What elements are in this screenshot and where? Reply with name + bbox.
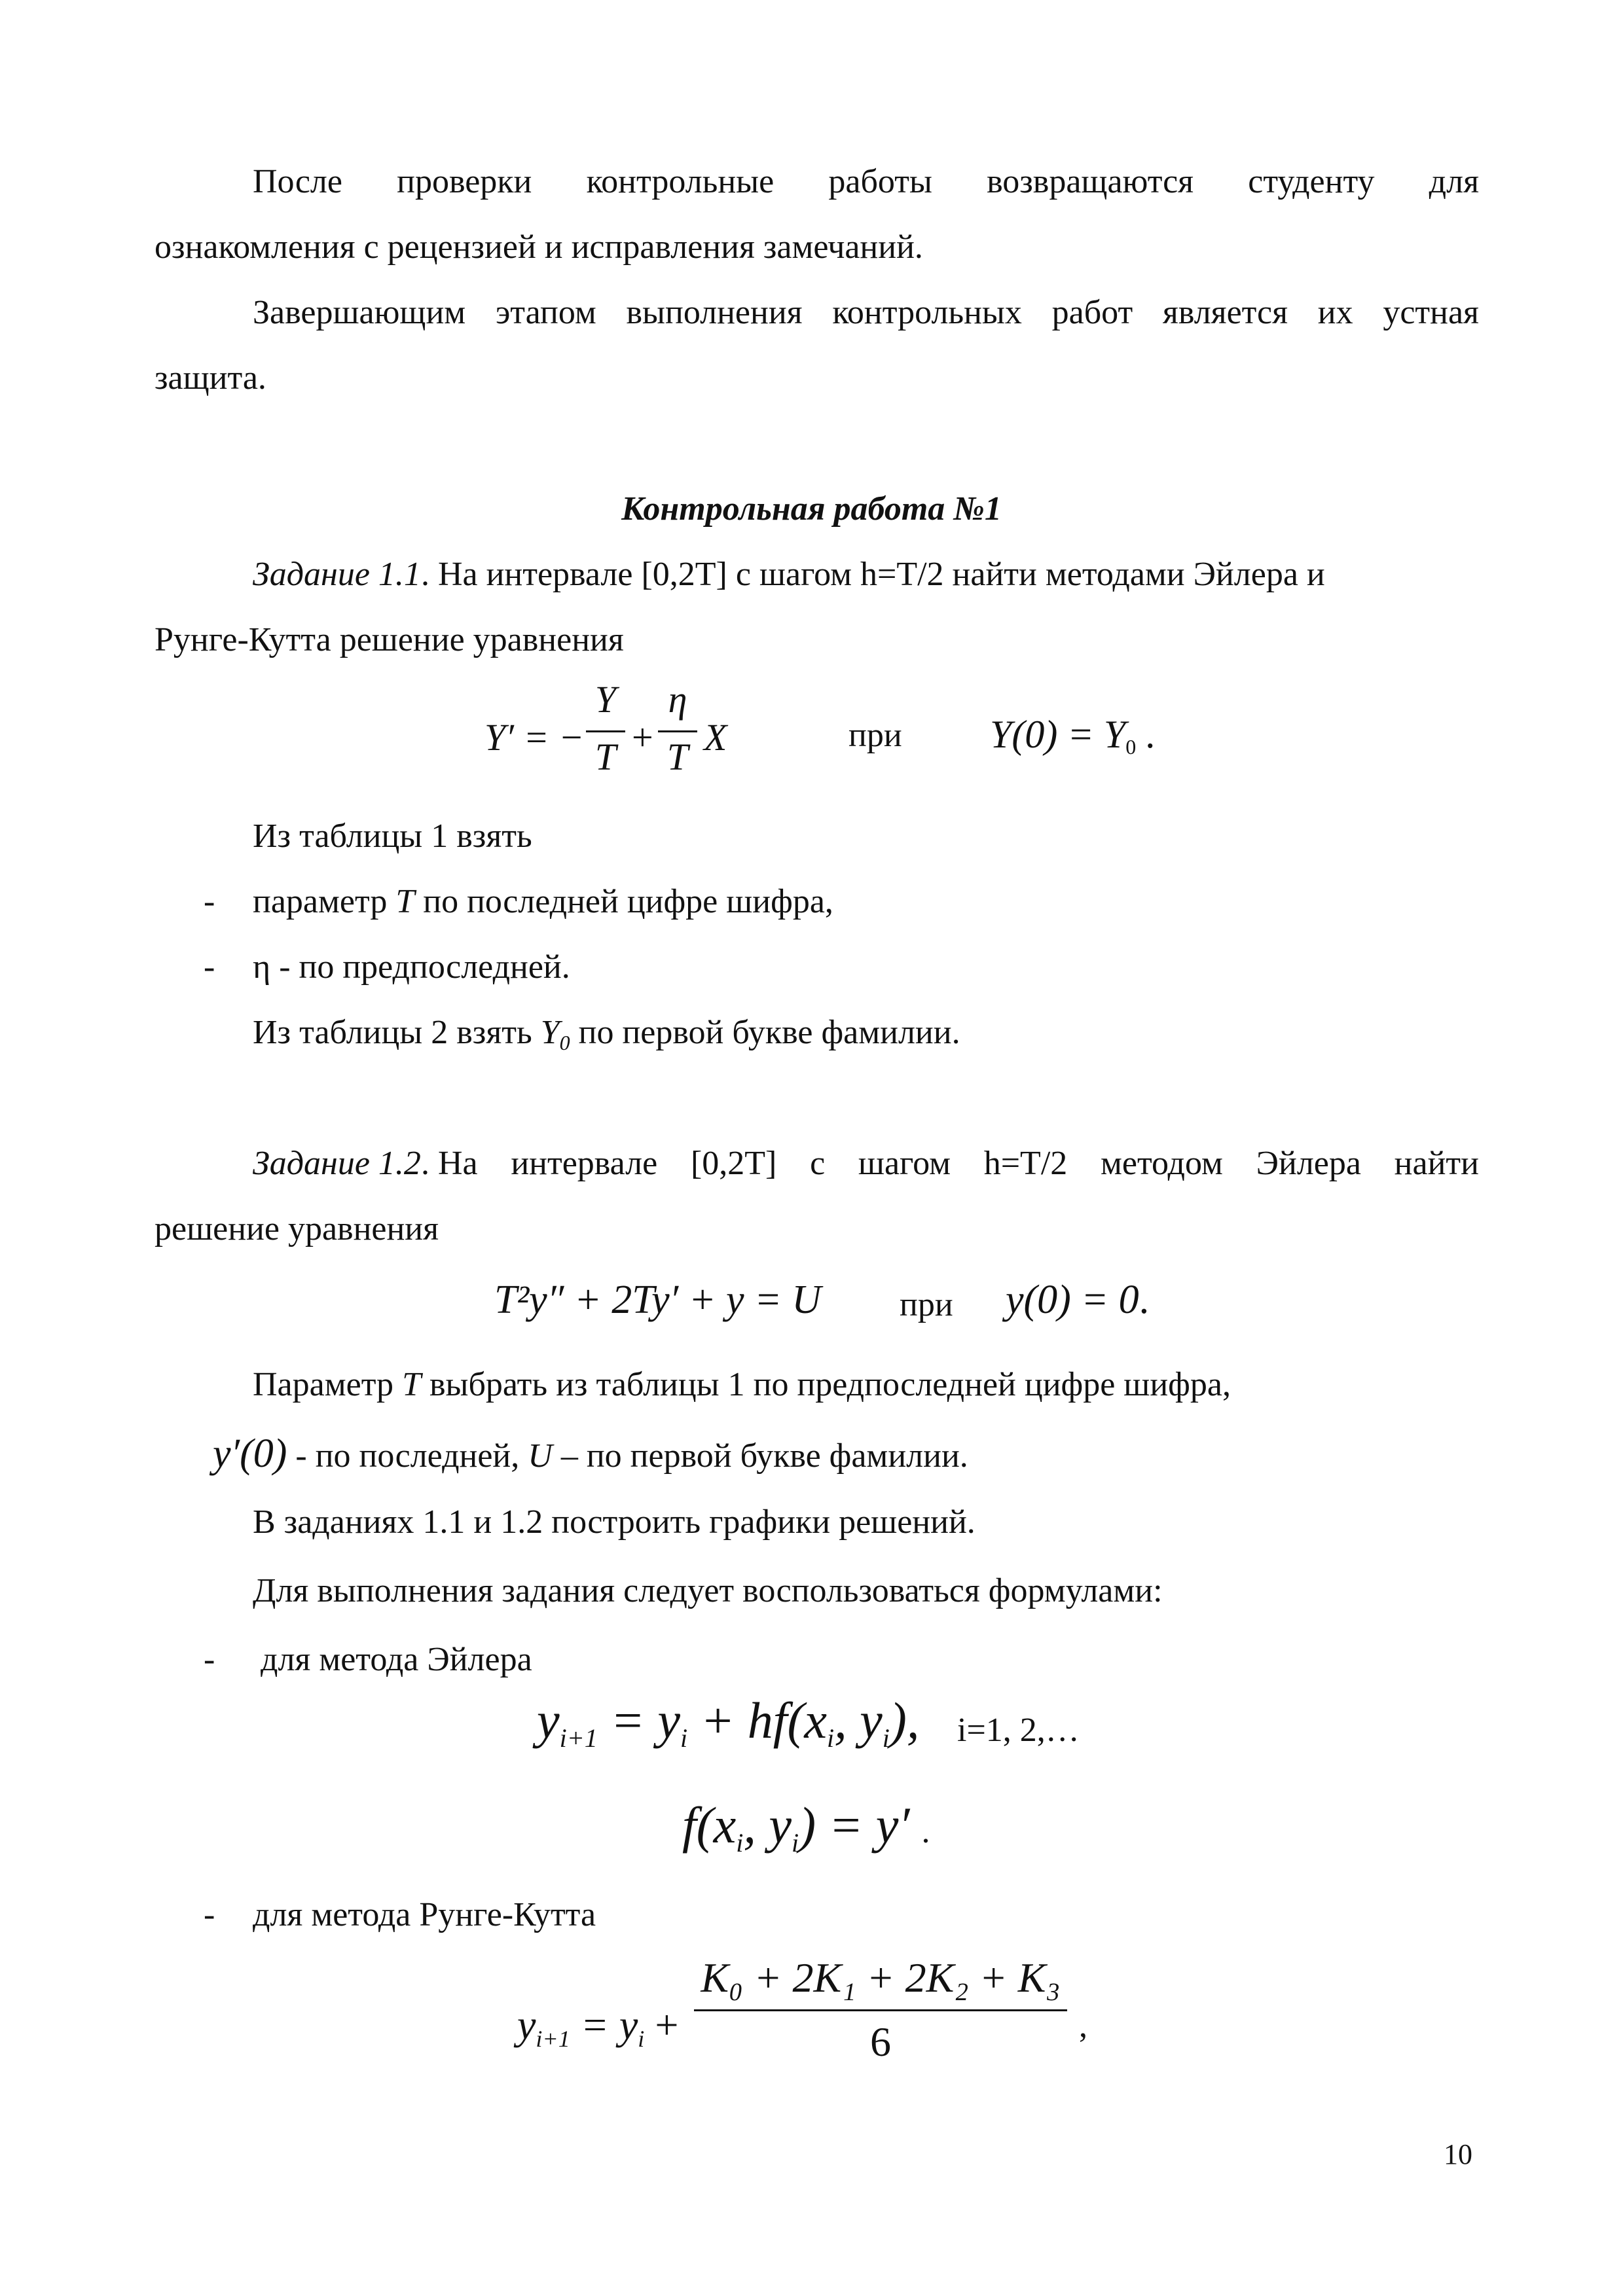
task-1-1-line-2: Рунге-Кутта решение уравнения (155, 621, 624, 658)
word: Эйлера (1256, 1145, 1361, 1182)
rk-lhs (517, 2001, 679, 2052)
eq-mid: = y (597, 1692, 680, 1749)
equation-1-2: T²y″ + 2Ty′ + y = U (494, 1278, 822, 1322)
eq-plus: + (644, 2001, 679, 2048)
rk-fraction-bar (694, 2009, 1067, 2011)
var-y: Y (540, 1014, 560, 1051)
word: . На (420, 1145, 478, 1182)
euler-dash: - (204, 1641, 215, 1678)
eq-sub: i (827, 1723, 835, 1753)
paragraph-1-line-2: ознакомления с рецензией и исправления замечаний. (155, 228, 923, 266)
rk-comma: , (1079, 2007, 1087, 2045)
word: студенту (1248, 163, 1375, 200)
rk-denominator: 6 (870, 2018, 891, 2065)
task-label: Задание 1.2 (253, 1145, 421, 1182)
eq-frac-1-num: Y (594, 678, 617, 721)
text: – по первой букве фамилии. (552, 1437, 968, 1475)
word: их (1317, 294, 1353, 331)
word: контрольные (586, 163, 775, 200)
eq-init (990, 715, 1155, 757)
paragraph-2-line-2: защита. (155, 359, 266, 397)
y0-expr: y′(0) (213, 1431, 287, 1476)
eq-args: (x (787, 1692, 828, 1749)
word: интервале (511, 1145, 658, 1182)
eq-frac-1-bar (586, 730, 625, 732)
word: После (253, 163, 342, 200)
eq-plus: + (632, 716, 653, 759)
eq-sub: i+1 (559, 1723, 598, 1753)
task-label: Задание 1.1 (253, 556, 421, 593)
paragraph-1-line-1 (253, 165, 1479, 199)
bullet-var: T (395, 883, 415, 920)
param-line (253, 1368, 1231, 1402)
paragraph-2-line-1 (253, 296, 1479, 330)
text: Параметр (253, 1366, 403, 1403)
equation-1-1 (0, 678, 1623, 798)
rk-dash: - (204, 1896, 215, 1933)
euler-label: для метода Эйлера (261, 1641, 532, 1678)
var-y-sub: 0 (559, 1031, 570, 1054)
eq-init-text: Y(0) = Y (990, 713, 1126, 756)
word: этапом (495, 294, 596, 331)
eq-args-end: ), (889, 1692, 920, 1749)
bullet-1 (253, 885, 833, 919)
word: работы (828, 163, 932, 200)
bullet-text: по последней цифре шифра, (414, 883, 833, 920)
eq-mid: = y (570, 2001, 638, 2048)
section-title: Контрольная работа №1 (621, 490, 1002, 528)
word: устная (1383, 294, 1479, 331)
graphs-line: В заданиях 1.1 и 1.2 построить графики решений. (253, 1503, 976, 1541)
formulas-line: Для выполнения задания следует воспользоваться формулами: (253, 1572, 1163, 1609)
y0-line (213, 1433, 968, 1474)
eq-rest: + hf (687, 1692, 788, 1749)
text: по первой букве фамилии. (570, 1014, 960, 1051)
word: контрольных (832, 294, 1022, 331)
task-1-1-line-1 (253, 558, 1479, 592)
text: выбрать из таблицы 1 по предпоследней цифре шифра, (420, 1366, 1231, 1403)
text: - по последней, (287, 1437, 528, 1475)
eq-lhs: Y′ = − (484, 716, 585, 759)
eq-args: , y (834, 1692, 883, 1749)
task-1-2-line-1 (253, 1147, 1479, 1181)
eq-sub: i (638, 2026, 645, 2052)
word: работ (1051, 294, 1133, 331)
text: Из таблицы 2 взять (253, 1014, 541, 1051)
bullet-2-dash: - (204, 948, 215, 986)
from-table-1: Из таблицы 1 взять (253, 817, 532, 855)
word: проверки (397, 163, 532, 200)
eq-end: ) = y′ (799, 1797, 910, 1854)
eq-f: f(x (682, 1797, 737, 1854)
eq-frac-2-den: T (666, 736, 689, 778)
word: методом (1101, 1145, 1223, 1182)
from-table-2 (253, 1016, 960, 1053)
eq-frac-2-bar (658, 730, 697, 732)
rk-label: для метода Рунге-Кутта (253, 1896, 596, 1933)
eq-pri: при (848, 717, 902, 754)
eq-sub: i+1 (536, 2026, 570, 2052)
word: возвращаются (987, 163, 1194, 200)
eq-init-sub: 0 (1125, 735, 1137, 759)
eq-frac-1-den: T (594, 736, 617, 778)
bullet-2: η - по предпоследней. (253, 948, 570, 986)
eq-dot: . (921, 1813, 930, 1850)
eq-sub: i (736, 1828, 744, 1857)
var-t: T (402, 1366, 421, 1403)
word: Завершающим (253, 294, 466, 331)
eq-frac-2-num: η (668, 678, 687, 721)
eq-b: , y (743, 1797, 792, 1854)
word: является (1162, 294, 1288, 331)
eq-y: y (537, 1692, 560, 1749)
eq-x: X (704, 716, 727, 759)
word: с (810, 1145, 826, 1182)
task-text: . На интервале [0,2T] с шагом h=T/2 найти методами Эйлера и (420, 556, 1325, 593)
word: для (1429, 163, 1479, 200)
bullet-text: параметр (253, 883, 396, 920)
eq-init-end: . (1139, 1278, 1150, 1322)
bullet-1-dash: - (204, 883, 215, 920)
eq-init-end: . (1145, 713, 1156, 756)
task-label-group (253, 1147, 478, 1181)
word: шагом (858, 1145, 951, 1182)
page-number: 10 (1444, 2138, 1472, 2170)
task-1-2-line-2: решение уравнения (155, 1210, 439, 1247)
word: h=T/2 (983, 1145, 1068, 1182)
eq-init-text: y(0) = 0 (1006, 1278, 1139, 1322)
word: найти (1394, 1145, 1479, 1182)
euler-equation-1 (537, 1692, 920, 1753)
eq-y: y (517, 2001, 536, 2048)
word: выполнения (626, 294, 803, 331)
rk-equation (0, 1954, 1623, 2088)
euler-index: i=1, 2,… (957, 1712, 1080, 1749)
eq-1-2-init (1006, 1280, 1149, 1320)
var-u: U (528, 1437, 553, 1475)
eq-1-2-pri: при (900, 1286, 953, 1323)
eq-sub: i (792, 1828, 799, 1857)
euler-equation-2 (682, 1797, 930, 1857)
word: [0,2T] (690, 1145, 777, 1182)
eq-sub: i (882, 1723, 890, 1753)
eq-sub: i (680, 1723, 688, 1753)
rk-numerator: K₀ + 2K₁ + 2K₂ + K₃ (701, 1954, 1061, 2001)
